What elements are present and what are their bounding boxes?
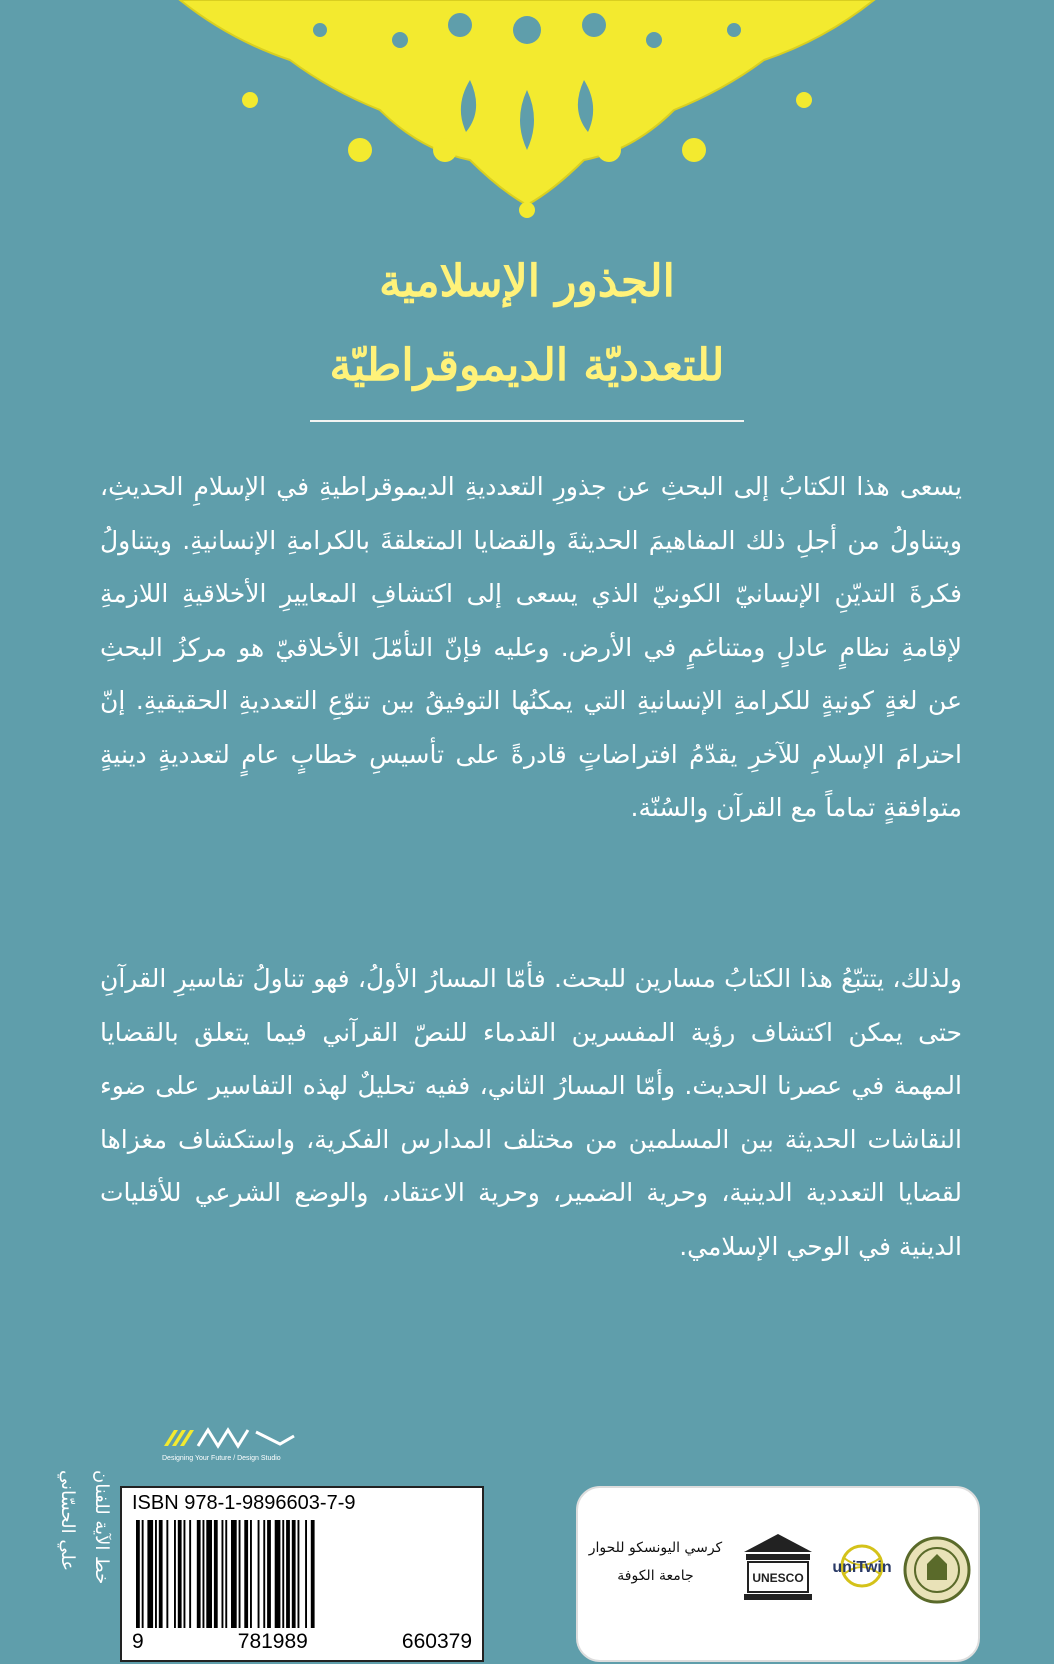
barcode-bar — [142, 1520, 144, 1628]
barcode-bar — [147, 1520, 153, 1628]
sponsor-logos — [576, 1486, 980, 1662]
unesco-temple-icon — [738, 1528, 818, 1608]
kufa-university-seal-icon — [902, 1514, 972, 1626]
publisher-logo — [160, 1422, 300, 1468]
unesco-chair-line-2: جامعة الكوفة — [617, 1568, 694, 1584]
barcode-bar — [203, 1520, 205, 1628]
barcode-bar — [189, 1520, 191, 1628]
blurb-paragraph-1: يسعى هذا الكتابُ إلى البحثِ عن جذورِ التعدديةِ الديموقراطيةِ في الإسلامِ الحديثِ، ويتناولُ من أجلِ ذلك المفاهيمَ الحديثةَ والقضايا المتعلقةَ بالكرامةِ الإنسانيةِ. ويتناولُ فكرةَ التديّنِ الإنسانيّ الكونيّ الذي يسعى إلى اكتشافِ المعاييرِ الأخلاقيةِ اللازمةِ لإقامةِ نظامٍ عادلٍ ومتناغمٍ في الأرض. وعليه فإنّ التأمّلَ الأخلاقيّ هو مركزُ البحثِ عن لغةٍ كونيةٍ للكرامةِ الإنسانيةِ التي يمكنُها التوفيقُ بين تنوّعِ التعدديةِ الحقيقيةِ. إنّ احترامَ الإسلامِ للآخرِ يقدّمُ افتراضاتٍ قادرةً على تأسيسِ خطابٍ عامٍ لتعدديةٍ دينيةٍ متوافقةٍ تماماً مع القرآن والسُنّة. — [100, 472, 962, 822]
unesco-chair-text — [578, 1534, 733, 1590]
barcode-bar — [239, 1520, 241, 1628]
barcode-bar — [225, 1520, 227, 1628]
unitwin-logo — [824, 1532, 900, 1612]
unesco-chair-line-1: كرسي اليونسكو للحوار — [588, 1540, 723, 1556]
barcode-bar — [258, 1520, 260, 1628]
barcode-bar — [206, 1520, 212, 1628]
barcode-bar — [286, 1520, 290, 1628]
calligraphy-credit-line-2: علي الحسّاني — [57, 1470, 78, 1572]
barcode-bar — [136, 1520, 140, 1628]
barcode-digit-group-1: 781989 — [237, 1630, 308, 1653]
barcode-digit-first: 9 — [132, 1630, 144, 1653]
title-line-2: للتعدديّة الديموقراطيّة — [329, 340, 725, 391]
barcode-bar — [231, 1520, 237, 1628]
barcode-bar — [166, 1520, 168, 1628]
barcode-bar — [174, 1520, 176, 1628]
barcode-bar — [250, 1520, 252, 1628]
barcode-bar — [214, 1520, 218, 1628]
unitwin-label: uniTwin — [832, 1559, 892, 1576]
barcode-digit-group-2: 660379 — [401, 1630, 472, 1653]
publisher-tagline: Designing Your Future / Design Studio — [162, 1455, 281, 1462]
barcode-bar — [222, 1520, 224, 1628]
barcode-bar — [292, 1520, 296, 1628]
barcode-bar — [244, 1520, 248, 1628]
title-divider — [310, 420, 744, 422]
isbn-label: ISBN 978-1-9896603-7-9 — [132, 1492, 356, 1514]
barcode-bar — [298, 1520, 300, 1628]
isbn-barcode — [120, 1486, 484, 1662]
calligraphy-credit — [38, 1470, 118, 1660]
barcode-bar — [263, 1520, 265, 1628]
barcode-bar — [275, 1520, 281, 1628]
calligraphy-credit-line-1: خط الآية للفنان — [91, 1470, 112, 1585]
barcode-bar — [282, 1520, 284, 1628]
barcode-bar — [311, 1520, 315, 1628]
mandala-ornament — [0, 0, 1054, 220]
barcode-bar — [267, 1520, 271, 1628]
unesco-label: UNESCO — [752, 1571, 804, 1585]
barcode-bar — [184, 1520, 186, 1628]
barcode-bar — [197, 1520, 201, 1628]
blurb-paragraph-2: ولذلك، يتتبّعُ هذا الكتابُ مسارين للبحث. فأمّا المسارُ الأولُ، فهو تناولُ تفاسيرِ القرآنِ حتى يمكن اكتشاف رؤية المفسرين القدماء للنصّ القرآني فيما يتعلق بالقضايا المهمة في عصرنا الحديث. وأمّا المسارُ الثاني، ففيه تحليلٌ لهذه التفاسير على ضوء النقاشات الحديثة بين المسلمين من مختلف المدارس الفكرية، واستكشاف مغزاها لقضايا التعددية الدينية، وحرية الضمير، وحرية الاعتقاد، والوضع الشرعي للأقليات الدينية في الوحي الإسلامي. — [100, 964, 962, 1261]
barcode-bar — [155, 1520, 157, 1628]
barcode-bar — [305, 1520, 307, 1628]
barcode-bar — [159, 1520, 163, 1628]
barcode-bars — [132, 1520, 472, 1630]
barcode-bar — [178, 1520, 182, 1628]
title-line-1: الجذور الإسلامية — [379, 256, 675, 307]
